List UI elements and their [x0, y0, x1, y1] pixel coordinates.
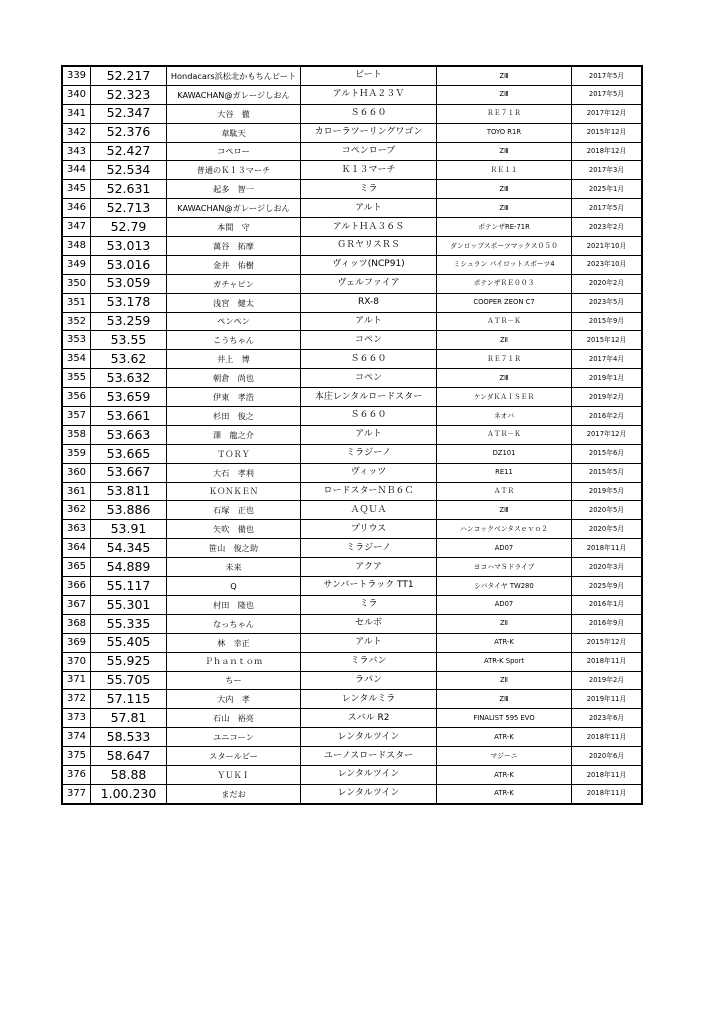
car-model-cell: コペン: [301, 331, 437, 350]
lap-time-ranking-table: [61, 65, 643, 805]
driver-name-cell: 浅宮 健太: [167, 293, 301, 312]
table-row: [62, 463, 642, 482]
car-model-cell: ミラ: [301, 180, 437, 199]
car-model-cell: ヴェルファイア: [301, 274, 437, 293]
car-model-cell: ビート: [301, 66, 437, 85]
date-cell: 2019年11月: [572, 690, 643, 709]
rank-cell: 369: [62, 633, 91, 652]
driver-name-cell: 大谷 徹: [167, 104, 301, 123]
driver-name-cell: まだお: [167, 784, 301, 803]
table-row: [62, 595, 642, 614]
tire-cell: ＲＥ７１Ｒ: [437, 104, 572, 123]
car-model-cell: RX-8: [301, 293, 437, 312]
date-cell: 2023年6月: [572, 709, 643, 728]
car-model-cell: ミラジーノ: [301, 444, 437, 463]
date-cell: 2018年11月: [572, 728, 643, 747]
driver-name-cell: ペンペン: [167, 312, 301, 331]
tire-cell: ATR-K: [437, 728, 572, 747]
rank-cell: 348: [62, 237, 91, 256]
rank-cell: 374: [62, 728, 91, 747]
driver-name-cell: ガチャピン: [167, 274, 301, 293]
driver-name-cell: コペロー: [167, 142, 301, 161]
driver-name-cell: Ｐｈａｎｔｏｍ: [167, 652, 301, 671]
lap-time-cell: 53.059: [91, 274, 167, 293]
table-row: [62, 501, 642, 520]
driver-name-cell: 笹山 俊之助: [167, 539, 301, 558]
rank-cell: 361: [62, 482, 91, 501]
date-cell: 2025年1月: [572, 180, 643, 199]
table-row: [62, 142, 642, 161]
driver-name-cell: KAWACHAN@ガレージしおん: [167, 199, 301, 218]
table-row: [62, 104, 642, 123]
driver-name-cell: 石塚 正也: [167, 501, 301, 520]
rank-cell: 345: [62, 180, 91, 199]
tire-cell: ポテンザＲＥ００３: [437, 274, 572, 293]
tire-cell: TOYO R1R: [437, 123, 572, 142]
tire-cell: RE11: [437, 463, 572, 482]
lap-time-cell: 52.217: [91, 66, 167, 85]
driver-name-cell: 大石 孝利: [167, 463, 301, 482]
date-cell: 2016年1月: [572, 595, 643, 614]
driver-name-cell: ＹＵＫＩ: [167, 765, 301, 784]
driver-name-cell: ＴＯＲＹ: [167, 444, 301, 463]
table-row: [62, 85, 642, 104]
rank-cell: 350: [62, 274, 91, 293]
table-row: [62, 274, 642, 293]
date-cell: 2016年9月: [572, 614, 643, 633]
table-row: [62, 388, 642, 407]
car-model-cell: Ｋ１３マーチ: [301, 161, 437, 180]
lap-time-cell: 52.713: [91, 199, 167, 218]
rank-cell: 346: [62, 199, 91, 218]
rank-cell: 352: [62, 312, 91, 331]
car-model-cell: プリウス: [301, 520, 437, 539]
date-cell: 2018年11月: [572, 765, 643, 784]
driver-name-cell: 起多 智一: [167, 180, 301, 199]
car-model-cell: アルト: [301, 633, 437, 652]
lap-time-cell: 58.533: [91, 728, 167, 747]
lap-time-cell: 52.427: [91, 142, 167, 161]
table-row: [62, 709, 642, 728]
rank-cell: 362: [62, 501, 91, 520]
rank-cell: 344: [62, 161, 91, 180]
driver-name-cell: 朝倉 尚也: [167, 369, 301, 388]
car-model-cell: ロードスターＮＢ６Ｃ: [301, 482, 437, 501]
date-cell: 2017年5月: [572, 85, 643, 104]
table-row: [62, 444, 642, 463]
driver-name-cell: 井上 博: [167, 350, 301, 369]
lap-time-cell: 53.91: [91, 520, 167, 539]
rank-cell: 353: [62, 331, 91, 350]
tire-cell: ATR-K: [437, 765, 572, 784]
date-cell: 2019年5月: [572, 482, 643, 501]
car-model-cell: アルト: [301, 425, 437, 444]
tire-cell: ＡＴＲ－Ｋ: [437, 312, 572, 331]
lap-time-cell: 53.013: [91, 237, 167, 256]
table-row: [62, 218, 642, 237]
date-cell: 2017年12月: [572, 104, 643, 123]
tire-cell: ZⅢ: [437, 199, 572, 218]
lap-time-cell: 53.663: [91, 425, 167, 444]
table-row: [62, 425, 642, 444]
lap-time-cell: 55.405: [91, 633, 167, 652]
table-row: [62, 180, 642, 199]
tire-cell: ZⅡ: [437, 614, 572, 633]
lap-time-cell: 55.301: [91, 595, 167, 614]
tire-cell: AD07: [437, 539, 572, 558]
table-row: [62, 255, 642, 274]
car-model-cell: アルト: [301, 312, 437, 331]
lap-time-cell: 57.81: [91, 709, 167, 728]
tire-cell: ZⅢ: [437, 66, 572, 85]
rank-cell: 371: [62, 671, 91, 690]
tire-cell: ZⅡ: [437, 331, 572, 350]
table-row: [62, 123, 642, 142]
tire-cell: ZⅢ: [437, 85, 572, 104]
car-model-cell: アルト: [301, 199, 437, 218]
rank-cell: 364: [62, 539, 91, 558]
lap-time-cell: 52.631: [91, 180, 167, 199]
rank-cell: 375: [62, 747, 91, 766]
tire-cell: ZⅢ: [437, 180, 572, 199]
tire-cell: ネオバ: [437, 407, 572, 426]
car-model-cell: ユーノスロードスター: [301, 747, 437, 766]
rank-cell: 341: [62, 104, 91, 123]
tire-cell: ZⅡ: [437, 671, 572, 690]
car-model-cell: コペンローブ: [301, 142, 437, 161]
lap-time-cell: 58.647: [91, 747, 167, 766]
car-model-cell: Ｓ６６０: [301, 104, 437, 123]
tire-cell: ＲＥ７１Ｒ: [437, 350, 572, 369]
car-model-cell: ラパン: [301, 671, 437, 690]
rank-cell: 343: [62, 142, 91, 161]
date-cell: 2015年12月: [572, 633, 643, 652]
date-cell: 2017年5月: [572, 66, 643, 85]
driver-name-cell: 韋駄天: [167, 123, 301, 142]
rank-cell: 365: [62, 558, 91, 577]
date-cell: 2017年3月: [572, 161, 643, 180]
date-cell: 2018年11月: [572, 539, 643, 558]
lap-time-cell: 52.323: [91, 85, 167, 104]
date-cell: 2015年12月: [572, 331, 643, 350]
date-cell: 2018年11月: [572, 784, 643, 803]
tire-cell: ZⅢ: [437, 142, 572, 161]
driver-name-cell: ＫＯＮＫＥＮ: [167, 482, 301, 501]
lap-time-cell: 53.659: [91, 388, 167, 407]
driver-name-cell: ちー: [167, 671, 301, 690]
lap-time-cell: 54.889: [91, 558, 167, 577]
lap-time-cell: 53.811: [91, 482, 167, 501]
rank-cell: 355: [62, 369, 91, 388]
date-cell: 2015年9月: [572, 312, 643, 331]
rank-cell: 359: [62, 444, 91, 463]
car-model-cell: ミラバン: [301, 652, 437, 671]
tire-cell: ポテンザRE-71R: [437, 218, 572, 237]
table-row: [62, 520, 642, 539]
date-cell: 2019年1月: [572, 369, 643, 388]
rank-cell: 354: [62, 350, 91, 369]
table-row: [62, 350, 642, 369]
lap-time-cell: 54.345: [91, 539, 167, 558]
rank-cell: 342: [62, 123, 91, 142]
rank-cell: 339: [62, 66, 91, 85]
driver-name-cell: 大内 孝: [167, 690, 301, 709]
rank-cell: 372: [62, 690, 91, 709]
driver-name-cell: こうちゃん: [167, 331, 301, 350]
driver-name-cell: 杉田 俊之: [167, 407, 301, 426]
date-cell: 2020年5月: [572, 501, 643, 520]
tire-cell: ATR-K Sport: [437, 652, 572, 671]
date-cell: 2015年6月: [572, 444, 643, 463]
car-model-cell: ミラ: [301, 595, 437, 614]
date-cell: 2020年2月: [572, 274, 643, 293]
tire-cell: ケンダＫＡＩＳＥＲ: [437, 388, 572, 407]
date-cell: 2020年3月: [572, 558, 643, 577]
car-model-cell: サンバートラック TT1: [301, 577, 437, 596]
rank-cell: 358: [62, 425, 91, 444]
date-cell: 2019年2月: [572, 388, 643, 407]
lap-time-cell: 53.665: [91, 444, 167, 463]
driver-name-cell: 金井 佑樹: [167, 255, 301, 274]
date-cell: 2023年2月: [572, 218, 643, 237]
rank-cell: 377: [62, 784, 91, 803]
table-row: [62, 331, 642, 350]
tire-cell: ＲＥ１１: [437, 161, 572, 180]
rank-cell: 373: [62, 709, 91, 728]
table-row: [62, 539, 642, 558]
lap-time-cell: 53.55: [91, 331, 167, 350]
car-model-cell: レンタルツイン: [301, 728, 437, 747]
driver-name-cell: 未来: [167, 558, 301, 577]
tire-cell: ZⅢ: [437, 369, 572, 388]
car-model-cell: アクア: [301, 558, 437, 577]
rank-cell: 363: [62, 520, 91, 539]
tire-cell: マジーニ: [437, 747, 572, 766]
table-row: [62, 784, 642, 803]
car-model-cell: Ｓ６６０: [301, 407, 437, 426]
table-row: [62, 690, 642, 709]
driver-name-cell: KAWACHAN@ガレージしおん: [167, 85, 301, 104]
table-row: [62, 577, 642, 596]
rank-cell: 357: [62, 407, 91, 426]
table-row: [62, 199, 642, 218]
lap-time-cell: 58.88: [91, 765, 167, 784]
table-row: [62, 633, 642, 652]
car-model-cell: ヴィッツ(NCP91): [301, 255, 437, 274]
lap-time-cell: 55.705: [91, 671, 167, 690]
date-cell: 2017年12月: [572, 425, 643, 444]
ranking-rows: [62, 66, 642, 804]
lap-time-cell: 53.661: [91, 407, 167, 426]
date-cell: 2021年10月: [572, 237, 643, 256]
tire-cell: ZⅢ: [437, 690, 572, 709]
tire-cell: ハンコックベンタスｅｖｏ２: [437, 520, 572, 539]
table-row: [62, 161, 642, 180]
date-cell: 2020年6月: [572, 747, 643, 766]
lap-time-cell: 1.00.230: [91, 784, 167, 803]
date-cell: 2025年9月: [572, 577, 643, 596]
driver-name-cell: 本間 守: [167, 218, 301, 237]
tire-cell: AD07: [437, 595, 572, 614]
table-row: [62, 728, 642, 747]
car-model-cell: ミラジーノ: [301, 539, 437, 558]
driver-name-cell: 伊東 孝浩: [167, 388, 301, 407]
car-model-cell: セルボ: [301, 614, 437, 633]
date-cell: 2020年5月: [572, 520, 643, 539]
driver-name-cell: スタールビー: [167, 747, 301, 766]
date-cell: 2015年5月: [572, 463, 643, 482]
table-row: [62, 369, 642, 388]
lap-time-cell: 55.117: [91, 577, 167, 596]
driver-name-cell: 村田 隆也: [167, 595, 301, 614]
date-cell: 2017年4月: [572, 350, 643, 369]
date-cell: 2018年12月: [572, 142, 643, 161]
rank-cell: 366: [62, 577, 91, 596]
table-row: [62, 671, 642, 690]
car-model-cell: コペン: [301, 369, 437, 388]
car-model-cell: Ｓ６６０: [301, 350, 437, 369]
driver-name-cell: 萬谷 拓摩: [167, 237, 301, 256]
table-row: [62, 237, 642, 256]
tire-cell: ATR-K: [437, 633, 572, 652]
lap-time-cell: 53.632: [91, 369, 167, 388]
lap-time-cell: 53.016: [91, 255, 167, 274]
lap-time-cell: 53.259: [91, 312, 167, 331]
tire-cell: ミシュラン パイロットスポーツ4: [437, 255, 572, 274]
driver-name-cell: 矢吹 備也: [167, 520, 301, 539]
tire-cell: FINALIST 595 EVO: [437, 709, 572, 728]
table-row: [62, 652, 642, 671]
tire-cell: ヨコハマＳドライブ: [437, 558, 572, 577]
lap-time-cell: 52.376: [91, 123, 167, 142]
lap-time-cell: 55.335: [91, 614, 167, 633]
tire-cell: COOPER ZEON C7: [437, 293, 572, 312]
date-cell: 2023年5月: [572, 293, 643, 312]
car-model-cell: ＡＱＵＡ: [301, 501, 437, 520]
table-row: [62, 293, 642, 312]
driver-name-cell: 澤 龍之介: [167, 425, 301, 444]
lap-time-cell: 52.534: [91, 161, 167, 180]
table-row: [62, 66, 642, 85]
driver-name-cell: ユニコーン: [167, 728, 301, 747]
rank-cell: 370: [62, 652, 91, 671]
car-model-cell: レンタルミラ: [301, 690, 437, 709]
rank-cell: 349: [62, 255, 91, 274]
driver-name-cell: Q: [167, 577, 301, 596]
lap-time-cell: 53.178: [91, 293, 167, 312]
rank-cell: 368: [62, 614, 91, 633]
rank-cell: 351: [62, 293, 91, 312]
tire-cell: ATR-K: [437, 784, 572, 803]
date-cell: 2018年11月: [572, 652, 643, 671]
lap-time-cell: 55.925: [91, 652, 167, 671]
lap-time-cell: 53.886: [91, 501, 167, 520]
driver-name-cell: 石山 裕亮: [167, 709, 301, 728]
lap-time-cell: 52.347: [91, 104, 167, 123]
table-row: [62, 312, 642, 331]
lap-time-cell: 52.79: [91, 218, 167, 237]
lap-time-cell: 53.62: [91, 350, 167, 369]
rank-cell: 340: [62, 85, 91, 104]
lap-time-cell: 57.115: [91, 690, 167, 709]
car-model-cell: レンタルツイン: [301, 765, 437, 784]
table-row: [62, 482, 642, 501]
tire-cell: シバタイヤ TW280: [437, 577, 572, 596]
driver-name-cell: Hondacars浜松北かもちんビート: [167, 66, 301, 85]
car-model-cell: スバル R2: [301, 709, 437, 728]
lap-time-cell: 53.667: [91, 463, 167, 482]
table-row: [62, 747, 642, 766]
rank-cell: 360: [62, 463, 91, 482]
car-model-cell: ＧＲヤリスＲＳ: [301, 237, 437, 256]
tire-cell: ダンロップスポーツマックス０５０: [437, 237, 572, 256]
car-model-cell: アルトＨＡ２３Ｖ: [301, 85, 437, 104]
tire-cell: ＡＴＲ: [437, 482, 572, 501]
tire-cell: ZⅢ: [437, 501, 572, 520]
rank-cell: 347: [62, 218, 91, 237]
table-row: [62, 558, 642, 577]
car-model-cell: カローラツーリングワゴン: [301, 123, 437, 142]
driver-name-cell: 林 幸正: [167, 633, 301, 652]
rank-cell: 356: [62, 388, 91, 407]
driver-name-cell: なっちゃん: [167, 614, 301, 633]
table-row: [62, 765, 642, 784]
table-row: [62, 407, 642, 426]
table-row: [62, 614, 642, 633]
date-cell: 2023年10月: [572, 255, 643, 274]
date-cell: 2017年5月: [572, 199, 643, 218]
rank-cell: 367: [62, 595, 91, 614]
tire-cell: DZ101: [437, 444, 572, 463]
car-model-cell: アルトＨＡ３６Ｓ: [301, 218, 437, 237]
driver-name-cell: 普通のＫ１３マーチ: [167, 161, 301, 180]
date-cell: 2016年2月: [572, 407, 643, 426]
date-cell: 2015年12月: [572, 123, 643, 142]
rank-cell: 376: [62, 765, 91, 784]
car-model-cell: ヴィッツ: [301, 463, 437, 482]
car-model-cell: 本庄レンタルロードスター: [301, 388, 437, 407]
tire-cell: ＡＴＲ－Ｋ: [437, 425, 572, 444]
date-cell: 2019年2月: [572, 671, 643, 690]
car-model-cell: レンタルツイン: [301, 784, 437, 803]
